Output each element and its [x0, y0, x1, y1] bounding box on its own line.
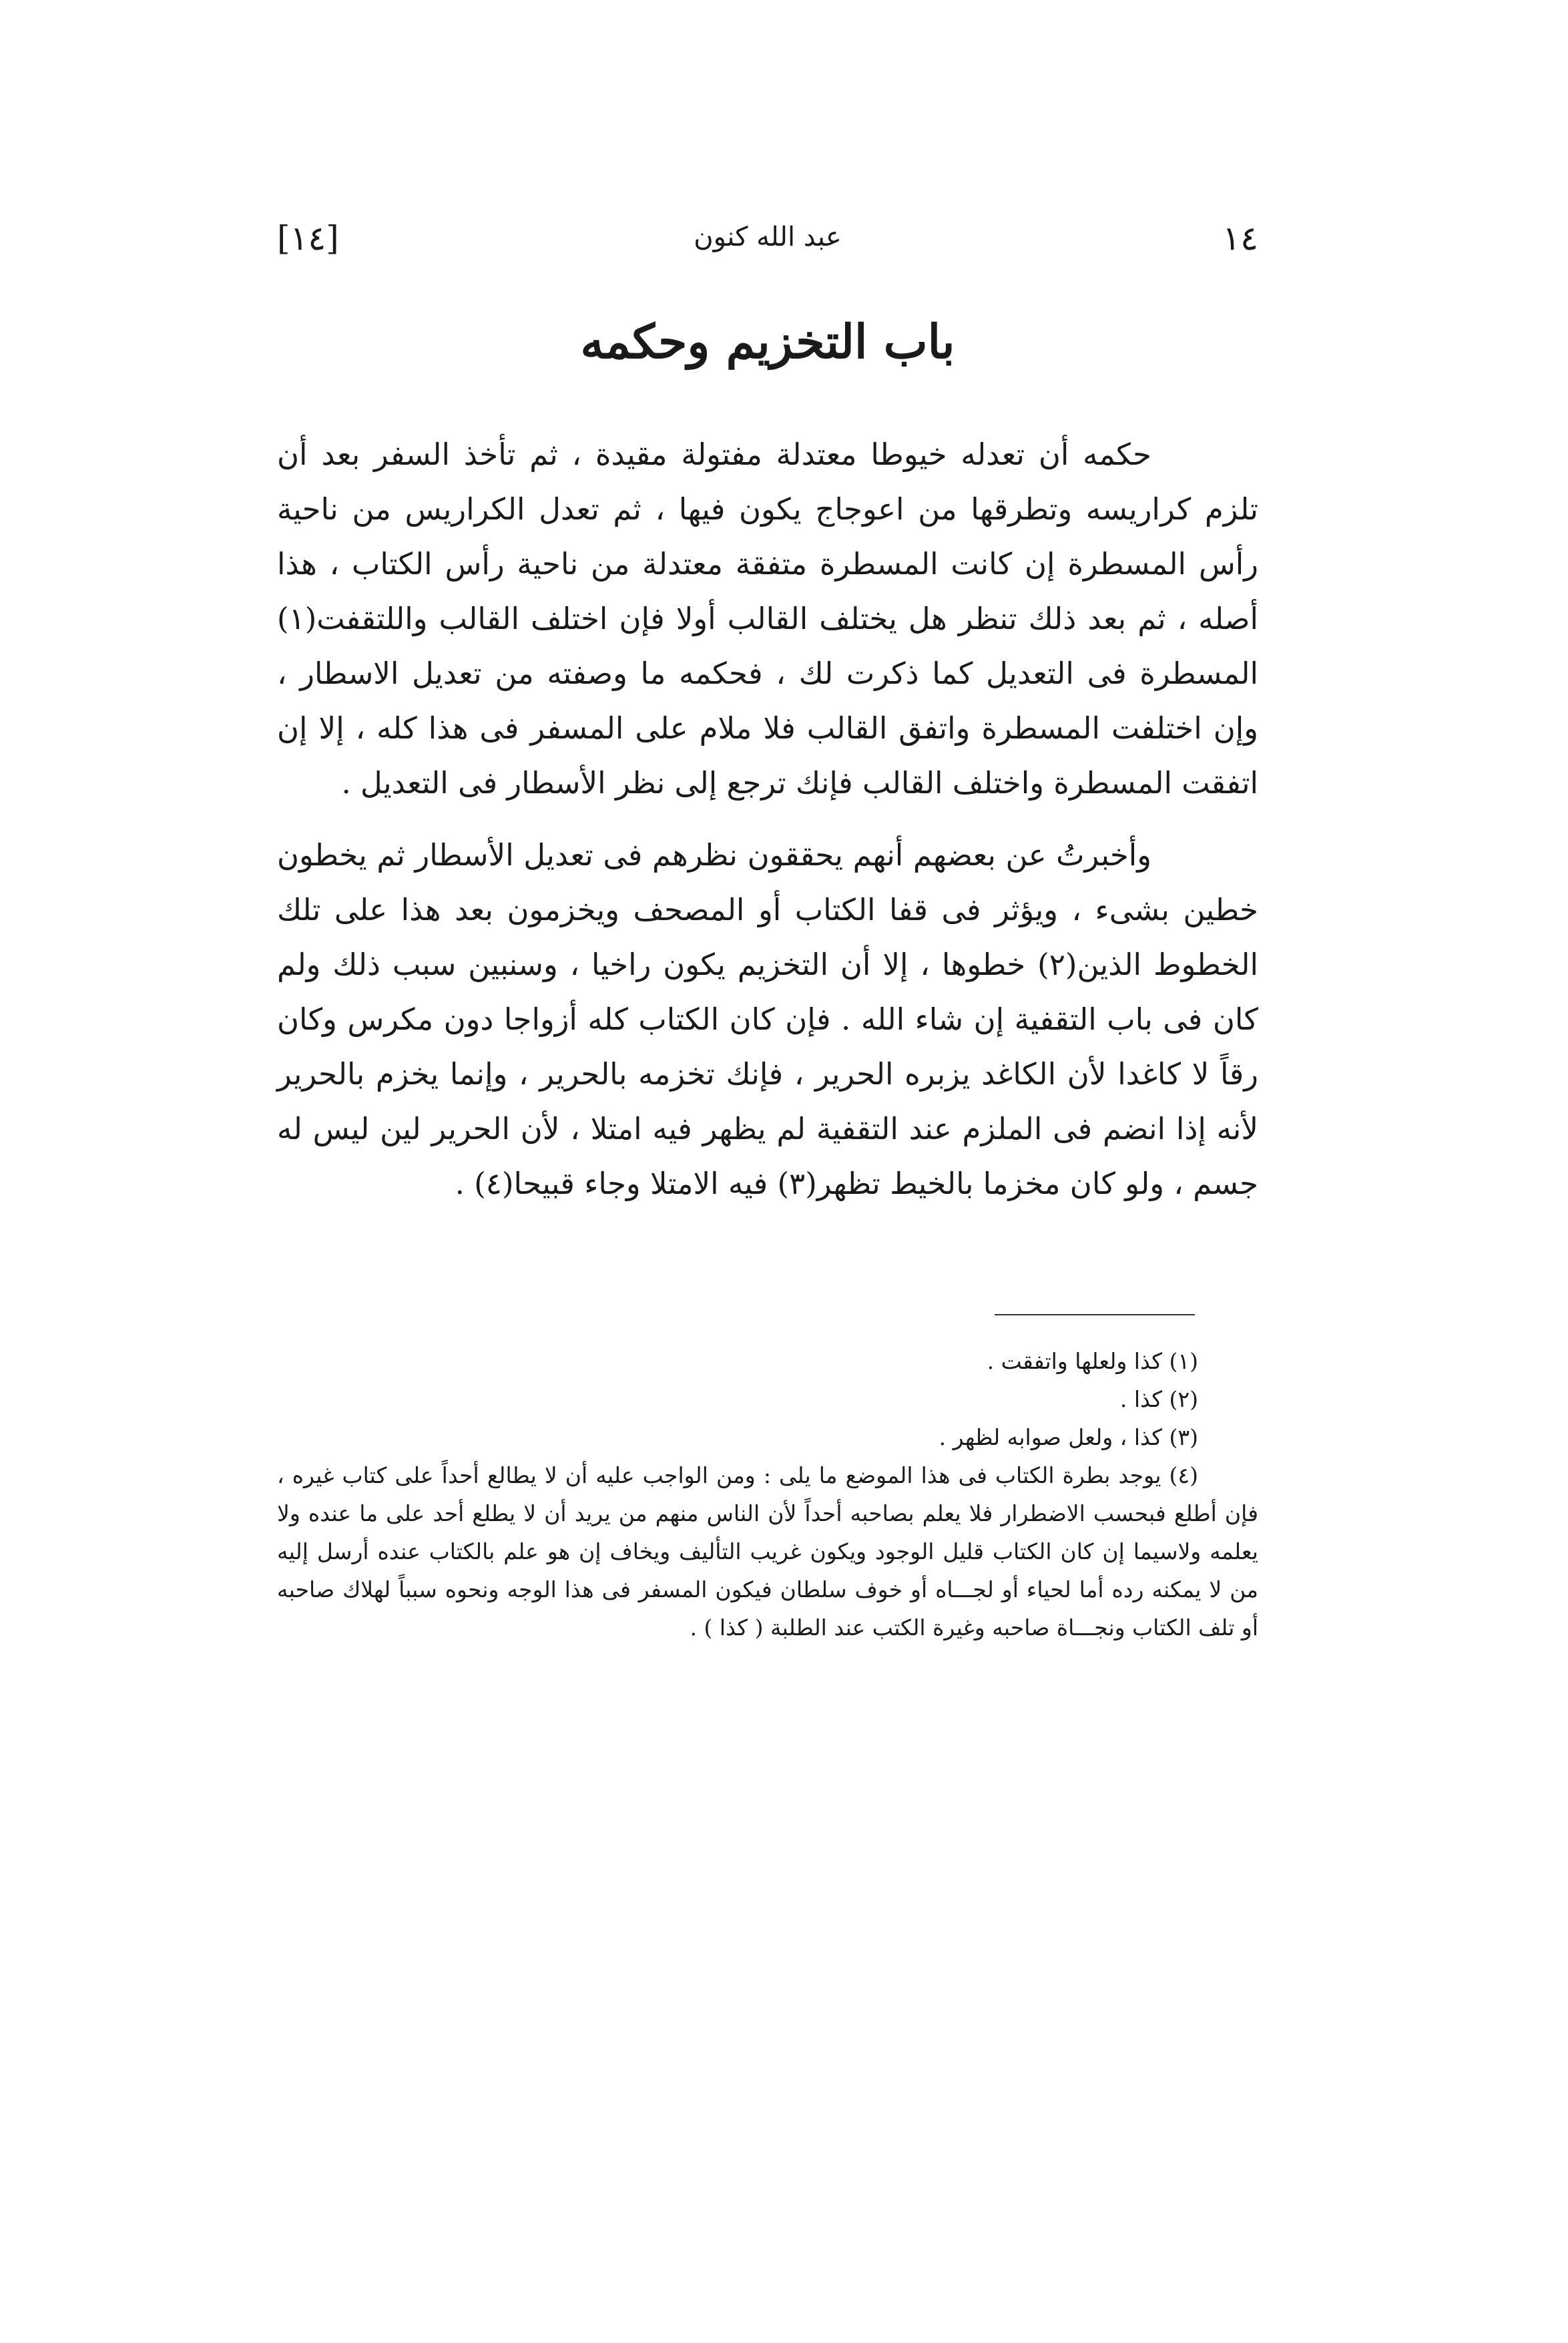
paragraph: حكمه أن تعدله خيوطا معتدلة مفتولة مقيدة ، ثم تأخذ السفر بعد أن تلزم كراريسه وتطرقها من اعوجاج يكون فيها ، ثم تعدل الكراريس من ناحية رأس المسطرة إن كانت المسطرة متفقة معتدلة من ناحية رأس الكتاب ، هذا أصله ، ثم بعد ذلك تنظر هل يختلف القالب أولا فإن اختلف القالب واللتقفت(١) المسطرة فى التعديل كما ذكرت لك ، فحكمه ما وصفته من تعديل الاسطار ، وإن اختلفت المسطرة واتفق القالب فلا ملام على المسفر فى هذا كله ، إلا إن اتفقت المسطرة واختلف القالب فإنك ترجع إلى نظر الأسطار فى التعديل . [277, 437, 1258, 801]
chapter-title: باب التخزيم وحكمه [580, 314, 955, 369]
footnote: (٢) كذا . [1119, 1386, 1198, 1412]
bracketed-page-number: [١٤] [277, 219, 339, 258]
body-text [277, 427, 1258, 1211]
footnote: (٣) كذا ، ولعل صوابه لظهر . [939, 1424, 1198, 1450]
footnote: (٤) يوجد بطرة الكتاب فى هذا الموضع ما يلى : ومن الواجب عليه أن لا يطالع أحداً على كتاب غيره ، فإن أطلع فبحسب الاضطرار فلا يعلم بصاحبه أحداً لأن الناس منهم من يريد أن لا يطلع أحد على ما عنده ولا يعلمه ولاسيما إن كان الكتاب قليل الوجود ويكون غريب التأليف ويخاف إن هو علم بالكتاب عنده أرسل إليه من لا يمكنه رده أما لحياء أو لجـــاه أو خوف سلطان فيكون المسفر فى هذا الوجه ونحوه سبباً لهلاك صاحبه أو تلف الكتاب ونجـــاة صاحبه وغيرة الكتب عند الطلبة ( كذا ) . [277, 1462, 1258, 1641]
footnote: (١) كذا ولعلها واتفقت . [987, 1348, 1198, 1374]
footnotes [277, 1342, 1258, 1647]
footnote-separator [995, 1314, 1195, 1315]
running-header [277, 219, 1258, 266]
page-number: ١٤ [1222, 219, 1258, 258]
paragraph: وأخبرتُ عن بعضهم أنهم يحققون نظرهم فى تعديل الأسطار ثم يخطون خطين بشىء ، ويؤثر فى قفا الكتاب أو المصحف ويخزمون بعد هذا على تلك الخطوط الذين(٢) خطوها ، إلا أن التخزيم يكون راخيا ، وسنبين سبب ذلك ولم كان فى باب التقفية إن شاء الله . فإن كان الكتاب كله أزواجا دون مكرس وكان رقاً لا كاغدا لأن الكاغد يزبره الحرير ، فإنك تخزمه بالحرير ، وإنما يخزم بالحرير لأنه إذا انضم فى الملزم عند التقفية لم يظهر فيه امتلا ، لأن الحرير لين ليس له جسم ، ولو كان مخزما بالخيط تظهر(٣) فيه الامتلا وجاء قبيحا(٤) . [277, 837, 1259, 1201]
author-name: عبد الله كنون [694, 222, 842, 252]
